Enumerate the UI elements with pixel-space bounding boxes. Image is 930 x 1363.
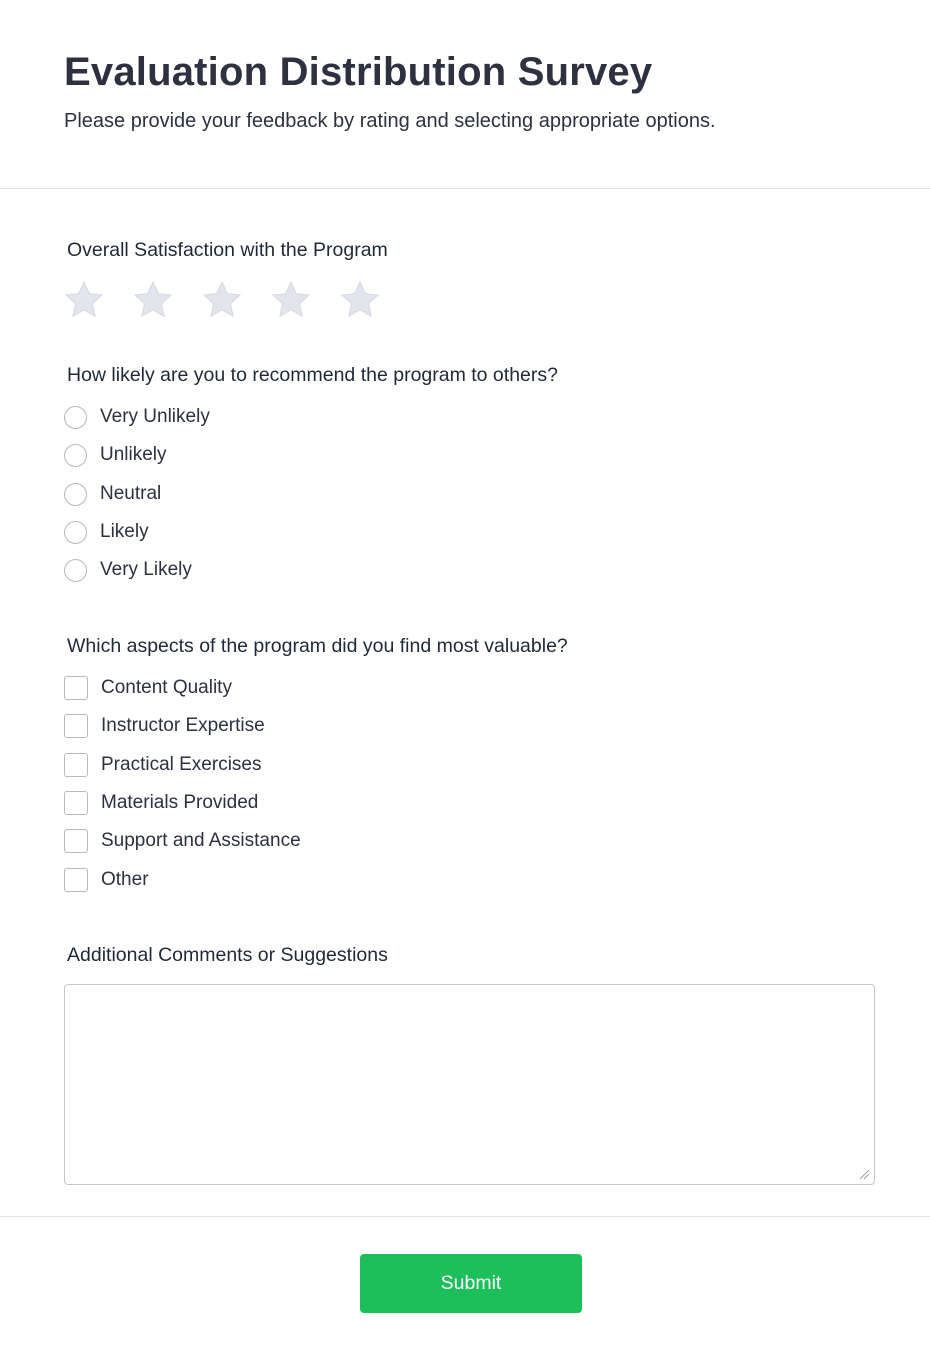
submit-button[interactable]: Submit — [360, 1254, 582, 1313]
radio-label: Likely — [100, 521, 149, 542]
checkbox-option-instructor-expertise[interactable] — [64, 713, 265, 739]
radio-button[interactable] — [64, 483, 87, 506]
checkbox-option-content-quality[interactable] — [64, 675, 232, 701]
radio-option-very-unlikely[interactable] — [64, 404, 210, 430]
radio-button[interactable] — [64, 444, 87, 467]
radio-option-unlikely[interactable] — [64, 442, 167, 468]
star-icon[interactable] — [271, 280, 311, 320]
page-subtitle: Please provide your feedback by rating and selecting appropriate options. — [64, 110, 716, 132]
checkbox-option-materials-provided[interactable] — [64, 790, 258, 816]
star-icon[interactable] — [64, 280, 104, 320]
radio-label: Very Likely — [100, 559, 192, 580]
checkbox-option-support-and-assistance[interactable] — [64, 828, 301, 854]
radio-button[interactable] — [64, 406, 87, 429]
comments-label: Additional Comments or Suggestions — [67, 944, 388, 966]
checkbox-label: Materials Provided — [101, 792, 259, 813]
checkbox-option-other[interactable] — [64, 867, 149, 893]
checkbox[interactable] — [64, 714, 88, 738]
checkbox[interactable] — [64, 829, 88, 853]
checkbox-label: Content Quality — [101, 677, 232, 698]
checkbox[interactable] — [64, 676, 88, 700]
star-icon[interactable] — [202, 280, 242, 320]
radio-option-likely[interactable] — [64, 519, 149, 545]
star-icon[interactable] — [340, 280, 380, 320]
checkbox[interactable] — [64, 868, 88, 892]
star-rating — [64, 280, 409, 320]
radio-label: Neutral — [100, 483, 162, 504]
page-title: Evaluation Distribution Survey — [64, 50, 653, 94]
star-icon[interactable] — [133, 280, 173, 320]
radio-button[interactable] — [64, 521, 87, 544]
recommend-label: How likely are you to recommend the program to others? — [67, 364, 558, 386]
footer-divider — [0, 1216, 930, 1217]
radio-label: Unlikely — [100, 444, 167, 465]
resize-handle-icon[interactable] — [858, 1168, 870, 1180]
comments-textarea[interactable] — [64, 984, 875, 1185]
checkbox-label: Instructor Expertise — [101, 715, 265, 736]
survey-header — [0, 0, 930, 189]
checkbox-label: Other — [101, 869, 149, 890]
radio-label: Very Unlikely — [100, 406, 210, 427]
checkbox-label: Practical Exercises — [101, 754, 262, 775]
radio-button[interactable] — [64, 559, 87, 582]
radio-option-neutral[interactable] — [64, 481, 161, 507]
aspects-label: Which aspects of the program did you find most valuable? — [67, 635, 568, 657]
checkbox[interactable] — [64, 791, 88, 815]
checkbox-option-practical-exercises[interactable] — [64, 752, 262, 778]
radio-option-very-likely[interactable] — [64, 557, 192, 583]
checkbox[interactable] — [64, 753, 88, 777]
checkbox-label: Support and Assistance — [101, 830, 301, 851]
satisfaction-label: Overall Satisfaction with the Program — [67, 239, 388, 261]
